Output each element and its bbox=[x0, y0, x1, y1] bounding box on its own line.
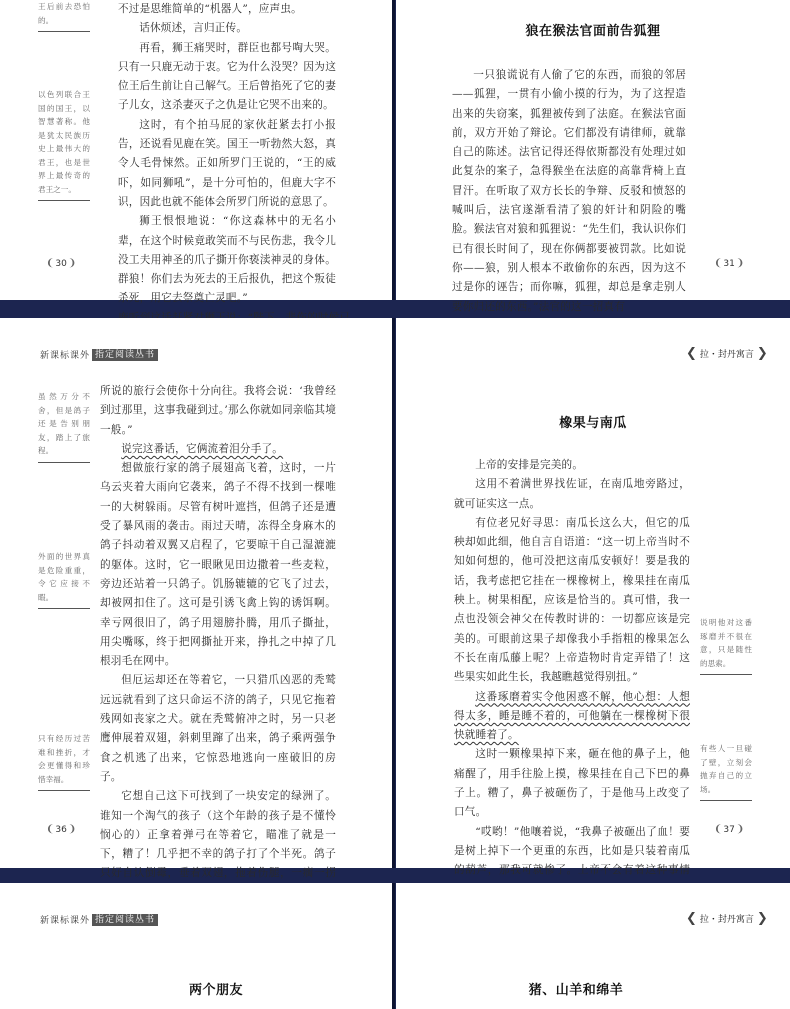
page30-side-note: 以色列联合王国的国王，以智慧著称。他是犹太民族历史上最伟大的君王，也是世界上最传奇的君王之一。 bbox=[38, 88, 90, 201]
page36-side-note-3: 只有经历过苦难和挫折，才会更懂得和珍惜幸福。 bbox=[38, 732, 90, 791]
gutter-top-row bbox=[392, 0, 395, 300]
page37-side-note-1: 说明他对这番琢磨并不很在意，只是随性的思索。 bbox=[700, 616, 752, 675]
page36-number: ❨ 36 ❩ bbox=[46, 824, 77, 835]
badge-left-flourish-icon: ❮ bbox=[686, 346, 697, 361]
page36-paragraph: 想做旅行家的鸽子展翅高飞着，这时，一片乌云夹着大雨向它袭来，鸽子不得不找到一棵唯一的大树躲雨。尽管有树叶遮挡，但鸽子还是遭受了暴风雨的袭击。雨过天晴，冻得全身麻木的鸽子抖动着双翼又启程了，它要晾干自己湿漉漉的躯体。这时，它一眼瞅见田边撒着一些麦粒，旁边还站着一只鸽子。饥肠辘辘的它飞了过去，却被网扣住了。这可是引诱飞禽上钩的诱饵啊。幸亏网很旧了，鸽子用翅膀扑腾，用爪子撕扯，用尖嘴啄，终于把网撕扯开来，挣扎之中掉了几根羽毛在网中。 bbox=[100, 462, 336, 668]
page37-paragraph: 这时一颗橡果掉下来，砸在他的鼻子上，他痛醒了，用手往脸上摸，橡果挂在自己下巴的鼻子上。糟了，鼻子被砸伤了，于是他马上改变了口气。 bbox=[454, 748, 690, 819]
page30-body bbox=[118, 0, 336, 328]
page39-book-badge: ❮ 拉・封丹寓言 ❯ bbox=[686, 911, 768, 926]
series-highlight: 指定阅读丛书 bbox=[92, 349, 158, 361]
page37-side-note-2: 有些人一旦碰了壁，立刻会抛弃自己的立场。 bbox=[700, 742, 752, 801]
page38-title: 两个朋友 bbox=[188, 983, 243, 998]
page37-title: 橡果与南瓜 bbox=[559, 416, 627, 431]
page36-paragraph: 说完这番话，它俩流着泪分手了。 bbox=[121, 442, 284, 455]
page-39 bbox=[396, 883, 790, 1009]
page30-number: ❨ 30 ❩ bbox=[46, 258, 77, 269]
series-highlight: 指定阅读丛书 bbox=[92, 914, 158, 926]
page30-side-top: 王后前去恐怕的。 bbox=[38, 0, 90, 32]
page-38 bbox=[0, 883, 392, 1009]
page37-paragraph: 上帝的安排是完美的。 bbox=[475, 459, 584, 471]
page38-series-header bbox=[40, 913, 158, 926]
page-37 bbox=[396, 318, 790, 877]
page31-number: ❨ 31 ❩ bbox=[714, 258, 745, 269]
page36-paragraph: 所说的旅行会使你十分向往。我将会说：‘我曾经到过那里，这事我碰到过。’那么你就如同亲临其境一般。” bbox=[100, 385, 336, 436]
page36-paragraph: 但厄运却还在等着它，一只猎爪凶恶的秃鹫远远就看到了这只命运不济的鸽子，只见它拖着残网如丧家之犬。就在秃鹫俯冲之时，另一只老鹰伸展着双翅，斜刺里蹿了出来，鸽子乘两强争食之机逃了出来，它惊恐地逃向一座破旧的房子。 bbox=[100, 674, 336, 783]
page31-body bbox=[452, 66, 686, 317]
series-prefix: 新课标课外 bbox=[40, 351, 91, 361]
page37-number: ❨ 37 ❩ bbox=[714, 824, 745, 835]
page-31 bbox=[396, 0, 790, 313]
page-36 bbox=[0, 318, 392, 880]
page30-paragraph: 不过是思维简单的“机器人”，应声虫。 bbox=[118, 3, 302, 15]
page36-side-note-2: 外面的世界真是危险重重，令它应接不暇。 bbox=[38, 550, 90, 609]
badge-right-flourish-icon: ❯ bbox=[756, 346, 768, 361]
page31-title: 狼在猴法官面前告狐狸 bbox=[525, 24, 661, 39]
page-30 bbox=[0, 0, 392, 305]
page37-paragraph: “哎哟！”他嚷着说，“我鼻子被砸出了血！要是树上掉下一个更重的东西，比如是只装着南瓜的葫芦，那我可就惨了。上帝不会有着这种事情 bbox=[454, 825, 690, 877]
badge-left-flourish-icon: ❮ bbox=[686, 911, 697, 926]
page36-side-note-1: 虽然万分不舍，但是鸽子还是告别朋友，踏上了旅程。 bbox=[38, 390, 90, 463]
badge-right-flourish-icon: ❯ bbox=[756, 911, 768, 926]
series-prefix: 新课标课外 bbox=[40, 916, 91, 926]
page37-book-badge: ❮ 拉・封丹寓言 ❯ bbox=[686, 346, 768, 361]
page30-paragraph: 话休烦述，言归正传。 bbox=[139, 22, 248, 35]
page30-paragraph: 这时，有个拍马屁的家伙赶紧去打小报告，还说看见鹿在笑。国王一听勃然大怒，真令人毛骨悚然。正如所罗门王说的，“王的威吓，如同狮吼”，是十分可怕的，但鹿大字不识，因此也就不能体会所罗门所说的意思了。 bbox=[118, 118, 336, 208]
page36-paragraph: 它想自己这下可找到了一块安定的绿洲了。谁知一个淘气的孩子（这个年龄的孩子是不懂怜悯心的）正拿着弹弓在等着它，瞄准了就是一下，糟了！几乎把不幸的鸽子打了个半死。鸽子只好自认倒霉，垂着双翅，拖着伤腿，一瘸一拐 bbox=[100, 790, 336, 880]
page31-paragraph: 一只狼谎说有人偷了它的东西，而狼的邻居——狐狸，一贯有小偷小摸的行为，为了这捏造出来的失窃案，狐狸被传到了法庭。在猴法官面前，双方开始了辩论。它们都没有请律师，就靠自己的陈述。法官记得还得依斯都没有处理过如此复杂的案子，急得猴坐在法庭的高靠背椅上直冒汗。在听取了双方长长的争辩、反驳和愤怒的喊叫后，法官遂渐看清了狼的奸计和阴险的嘴脸。猴法官对狼和狐狸说：“先生们，我认识你们已有很长时间了，现在你俩都要被罚款。比如说你——狼，别人根本不敢偷你的东西，因为这不过是你的诬告；而你嘛，狐狸，却总是拿走别人要你归还的东西。”法官的这一招真有 bbox=[452, 69, 686, 313]
page36-series-header bbox=[40, 348, 158, 361]
page30-paragraph: 狮王恨恨地说：“你这森林中的无名小辈，在这个时候竟敢笑而不与民伤悲，我令儿没工夫用神圣的爪子撕开你亵渎神灵的身体。群狼！你们去为死去的王后报仇，把这个叛徒杀死，用它去祭奠亡灵吧。” bbox=[118, 215, 336, 305]
page30-paragraph: 再看，狮王痛哭时，群臣也都号啕大哭。只有一只鹿无动于衷。它为什么没哭？因为这位王后生前让自己解气。王后曾掐死了它的妻子儿女，这杀妻灭子之仇是让它哭不出来的。 bbox=[118, 41, 336, 112]
page39-title: 猪、山羊和绵羊 bbox=[528, 983, 624, 998]
page37-paragraph: 这番琢磨着实令他困惑不解，他心想：人想得太多，睡是睡不着的，可他躺在一棵橡树下很快就睡着了。 bbox=[454, 690, 690, 742]
page37-paragraph: 有位老兄好寻思：南瓜长这么大，但它的瓜秧却如此细，他自言自语道：“这一切上帝当时不知如何想的，他可没把这南瓜安顿好！要是我的话，我考虑把它挂在一棵橡树上，橡果挂在南瓜秧上。树果相配，应该是恰当的。真可惜，我一点也没领会神父在传教时讲的：一切都应该是完美的。可眼前这果子却像我小手指粗的橡果怎么不长在南瓜藤上呢？上帝造物时肯定弄错了！这些果实如此生长，我越瞧越觉得别扭。” bbox=[454, 516, 690, 684]
page37-paragraph: 这用不着满世界找佐证，在南瓜地旁路过，就可证实这一点。 bbox=[454, 478, 690, 510]
gutter-middle-row bbox=[392, 318, 395, 868]
